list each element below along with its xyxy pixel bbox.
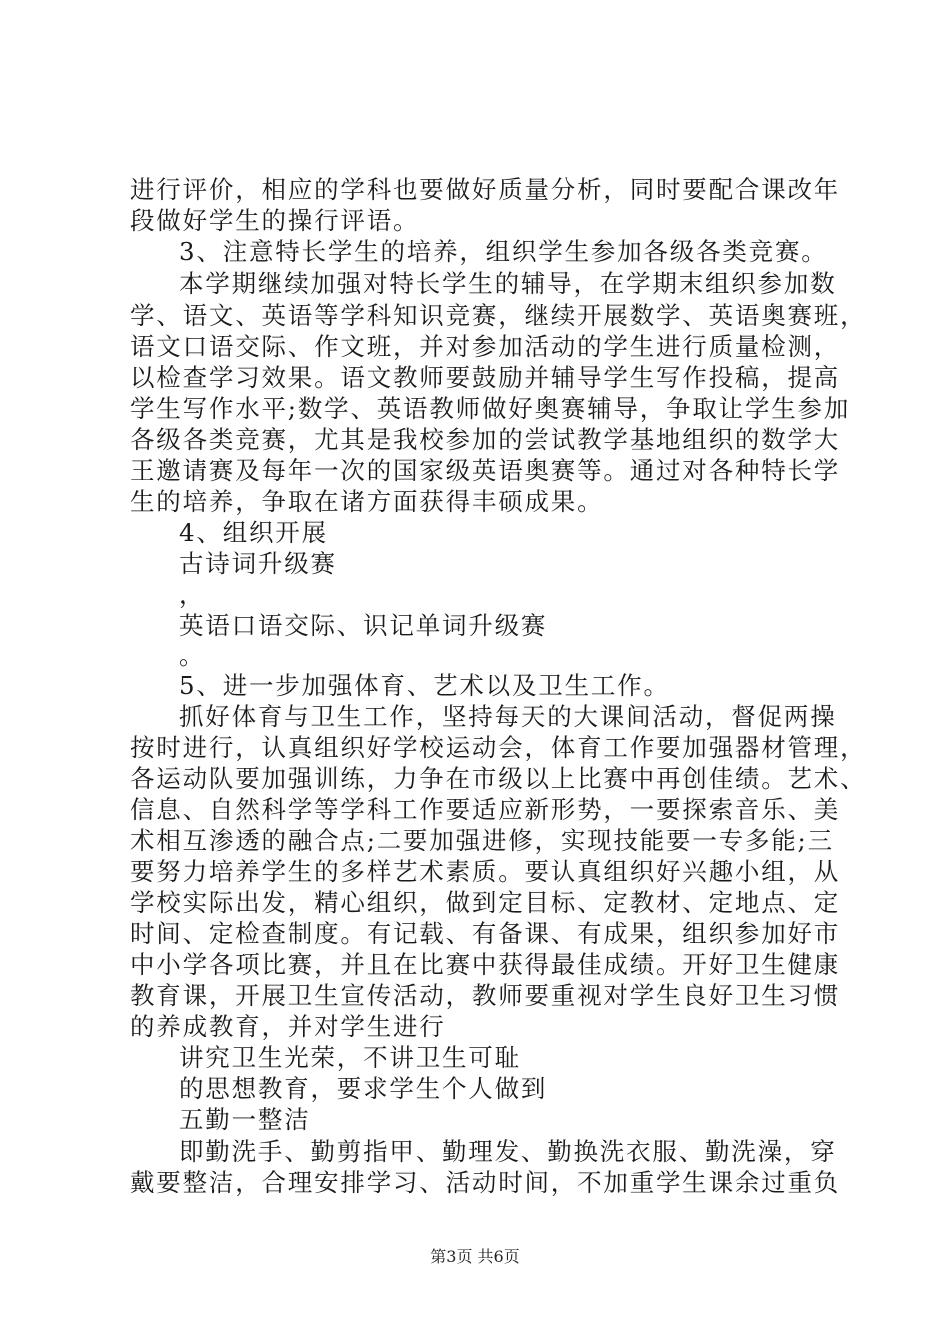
text-line: 学、语文、英语等学科知识竞赛，继续开展数学、英语奥赛班， xyxy=(130,301,867,330)
text-line: 时间、定检查制度。有记载、有备课、有成果，组织参加好市 xyxy=(130,919,841,948)
text-line: 学校实际出发，精心组织，做到定目标、定教材、定地点、定 xyxy=(130,888,841,917)
text-line: 要努力培养学生的多样艺术素质。要认真组织好兴趣小组，从 xyxy=(130,857,841,886)
text-line: 讲究卫生光荣，不讲卫生可耻 xyxy=(179,1043,521,1072)
text-line: 中小学各项比赛，并且在比赛中获得最佳成绩。开好卫生健康 xyxy=(130,950,841,979)
text-line: ， xyxy=(179,580,206,609)
text-line: 英语口语交际、识记单词升级赛 xyxy=(179,611,548,640)
text-line: 古诗词升级赛 xyxy=(179,549,337,578)
text-line: 教育课，开展卫生宣传活动，教师要重视对学生良好卫生习惯 xyxy=(130,981,841,1010)
text-line: 3、注意特长学生的培养，组织学生参加各级各类竞赛。 xyxy=(179,237,828,266)
text-line: 本学期继续加强对特长学生的辅导，在学期末组织参加数 xyxy=(179,269,837,298)
text-line: 按时进行，认真组织好学校运动会，体育工作要加强器材管理， xyxy=(130,733,867,762)
text-line: 生的培养，争取在诸方面获得丰硕成果。 xyxy=(130,487,604,516)
text-line: 抓好体育与卫生工作，坚持每天的大课间活动，督促两操 xyxy=(179,702,837,731)
text-line: 进行评价，相应的学科也要做好质量分析，同时要配合课改年 xyxy=(130,175,841,204)
page-footer: 第3页 共6页 xyxy=(430,1247,520,1266)
text-line: 术相互渗透的融合点;二要加强进修，实现技能要一专多能;三 xyxy=(130,826,834,855)
text-line: 段做好学生的操行评语。 xyxy=(130,206,420,235)
text-line: 学生写作水平;数学、英语教师做好奥赛辅导，争取让学生参加 xyxy=(130,394,851,423)
text-line: 。 xyxy=(179,641,206,670)
text-line: 4、组织开展 xyxy=(179,518,328,547)
text-line: 的养成教育，并对学生进行 xyxy=(130,1012,446,1041)
text-line: 五勤一整洁 xyxy=(179,1105,311,1134)
text-line: 各运动队要加强训练，力争在市级以上比赛中再创佳绩。艺术、 xyxy=(130,764,867,793)
text-line: 戴要整洁，合理安排学习、活动时间，不加重学生课余过重负 xyxy=(130,1168,841,1197)
text-line: 以检查学习效果。语文教师要鼓励并辅导学生写作投稿，提高 xyxy=(130,363,841,392)
text-line: 信息、自然科学等学科工作要适应新形势，一要探索音乐、美 xyxy=(130,795,841,824)
text-line: 王邀请赛及每年一次的国家级英语奥赛等。通过对各种特长学 xyxy=(130,456,841,485)
text-line: 即勤洗手、勤剪指甲、勤理发、勤换洗衣服、勤洗澡，穿 xyxy=(179,1137,837,1166)
text-line: 的思想教育，要求学生个人做到 xyxy=(179,1074,548,1103)
text-line: 语文口语交际、作文班，并对参加活动的学生进行质量检测， xyxy=(130,332,841,361)
text-line: 5、进一步加强体育、艺术以及卫生工作。 xyxy=(179,671,670,700)
text-line: 各级各类竞赛，尤其是我校参加的尝试教学基地组织的数学大 xyxy=(130,425,841,454)
